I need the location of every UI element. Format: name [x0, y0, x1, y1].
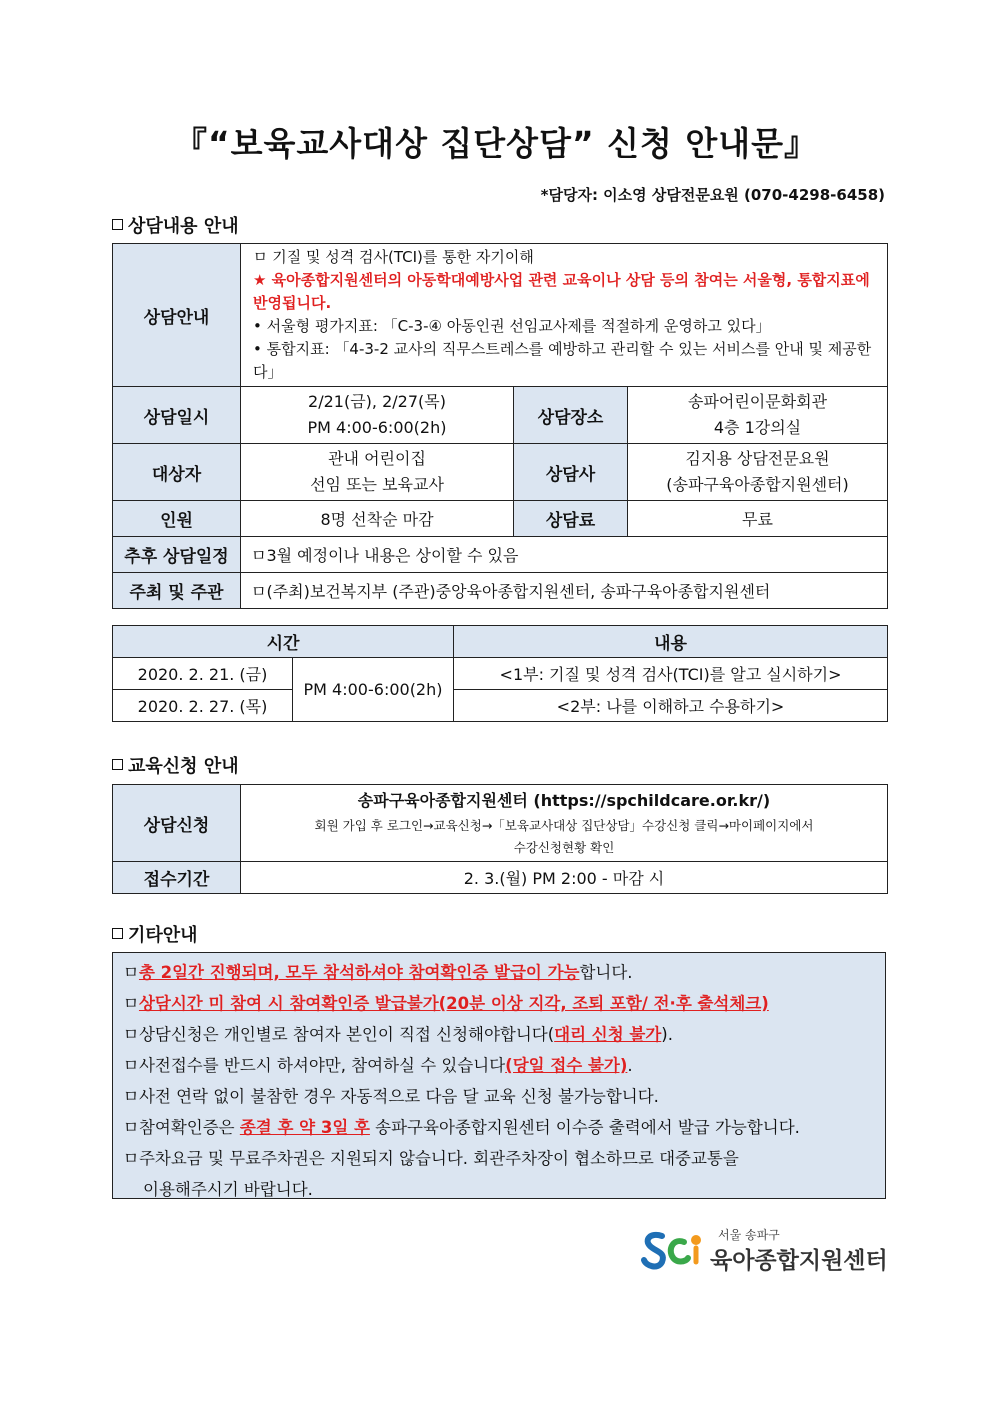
notice-box — [112, 952, 886, 1199]
apply-steps: 수강신청현황 확인 — [513, 840, 615, 855]
schedule-time: PM 4:00-6:00(2h) — [293, 658, 454, 722]
fee-value: 무료 — [628, 501, 888, 537]
notice-line: ㅁ주차요금 및 무료주차권은 지원되지 않습니다. 회관주차장이 협소하므로 대중교통을 — [123, 1149, 739, 1168]
apply-steps: 회원 가입 후 로그인→교육신청→「보육교사대상 집단상담」수강신청 클릭→마이페이지에서 — [314, 818, 814, 833]
notice-text: 상담신청은 개인별로 참여자 본인이 직접 신청해야합니다( — [138, 1025, 555, 1044]
label-counselor: 상담사 — [514, 444, 628, 501]
apply-content — [241, 785, 888, 862]
square-bullet-icon — [112, 759, 123, 770]
section-heading-text: 상담내용 안내 — [128, 216, 239, 237]
notice-line: ㅁ상담시간 미 참여 시 참여확인증 발급불가(20분 이상 지각, 조퇴 포함/ 전·후 출석체크) — [123, 994, 769, 1013]
target-value — [241, 444, 514, 501]
square-bullet-icon — [112, 928, 123, 939]
notice-emphasis: 총 2일간 진행되며, 모두 참석하셔야 참여확인증 발급이 가능 — [138, 963, 580, 982]
schedule-content: <2부: 나를 이해하고 수용하기> — [454, 690, 888, 722]
label-place: 상담장소 — [514, 387, 628, 444]
label-people: 인원 — [113, 501, 241, 537]
notice-emphasis: 상담시간 미 참여 시 참여확인증 발급불가(20분 이상 지각, 조퇴 포함/ 전·후 출석체크) — [138, 994, 769, 1013]
date-value — [241, 387, 514, 444]
target-line: 관내 어린이집 — [328, 449, 426, 468]
notice-text: 사전 연락 없이 불참한 경우 자동적으로 다음 달 교육 신청 불가능합니다. — [138, 1087, 659, 1106]
schedule-date: 2020. 2. 27. (목) — [113, 690, 293, 722]
date-line: 2/21(금), 2/27(목) — [308, 392, 446, 411]
notice-line: ㅁ참여확인증은 종결 후 약 3일 후 송파구육아종합지원센터 이수증 출력에서 발급 가능합니다. — [123, 1118, 800, 1137]
notice-line: 이용해주시기 바랍니다. — [143, 1180, 313, 1199]
section-heading-counsel — [112, 212, 239, 238]
notice-emphasis: 대리 신청 불가 — [554, 1025, 662, 1044]
guide-bullet-text: 서울형 평가지표: 「C-3-④ 아동인권 선임교사제를 적절하게 운영하고 있다」 — [266, 317, 771, 335]
square-bullet-icon — [112, 219, 123, 230]
guide-line: ㅁ 기질 및 성격 검사(TCI)를 통한 자기이해 — [253, 248, 534, 266]
schedule-table — [112, 625, 888, 722]
guide-bullet: • 통합지표: 「4-3-2 교사의 직무스트레스를 예방하고 관리할 수 있는 서비스를 안내 및 제공한다」 — [253, 340, 872, 381]
guide-content — [241, 244, 888, 387]
notice-text: . — [627, 1056, 633, 1075]
notice-text: 합니다. — [579, 963, 633, 982]
notice-line: ㅁ상담신청은 개인별로 참여자 본인이 직접 신청해야합니다(대리 신청 불가). — [123, 1025, 673, 1044]
notice-line: ㅁ사전 연락 없이 불참한 경우 자동적으로 다음 달 교육 신청 불가능합니다. — [123, 1087, 659, 1106]
time-line: PM 4:00-6:00(2h) — [307, 418, 447, 437]
label-guide: 상담안내 — [113, 244, 241, 387]
notice-line: ㅁ총 2일간 진행되며, 모두 참석하셔야 참여확인증 발급이 가능합니다. — [123, 963, 633, 982]
guide-star-note: ★ 육아종합지원센터의 아동학대예방사업 관련 교육이나 상담 등의 참여는 서울형, 통합지표에 반영됩니다. — [253, 271, 870, 312]
place-value — [628, 387, 888, 444]
guide-bullet-text: 통합지표: 「4-3-2 교사의 직무스트레스를 예방하고 관리할 수 있는 서비스를 안내 및 제공한다」 — [253, 340, 872, 381]
label-period: 접수기간 — [113, 862, 241, 894]
notice-emphasis: 종결 후 약 3일 후 — [239, 1118, 370, 1137]
notice-text: 주차요금 및 무료주차권은 지원되지 않습니다. 회관주차장이 협소하므로 대중교통을 — [138, 1149, 739, 1168]
notice-text: 송파구육아종합지원센터 이수증 출력에서 발급 가능합니다. — [369, 1118, 800, 1137]
counsel-info-table — [112, 243, 888, 609]
guide-bullet: • 서울형 평가지표: 「C-3-④ 아동인권 선임교사제를 적절하게 운영하고 있다」 — [253, 317, 771, 335]
notice-text: 사전접수를 반드시 하셔야만, 참여하실 수 있습니다 — [138, 1056, 506, 1075]
label-followup: 추후 상담일정 — [113, 537, 241, 573]
host-value: ㅁ(주최)보건복지부 (주관)중앙육아종합지원센터, 송파구육아종합지원센터 — [241, 573, 888, 609]
counselor-value — [628, 444, 888, 501]
followup-value: ㅁ3월 예정이나 내용은 상이할 수 있음 — [241, 537, 888, 573]
schedule-header-time: 시간 — [113, 626, 454, 658]
label-apply: 상담신청 — [113, 785, 241, 862]
notice-text: 참여확인증은 — [138, 1118, 240, 1137]
logo-mark-icon — [640, 1226, 710, 1272]
section-heading-apply — [112, 752, 239, 778]
notice-line: ㅁ사전접수를 반드시 하셔야만, 참여하실 수 있습니다(당일 접수 불가). — [123, 1056, 633, 1075]
label-host: 주최 및 주관 — [113, 573, 241, 609]
logo-big-text: 육아종합지원센터 — [710, 1248, 888, 1274]
notice-emphasis: (당일 접수 불가) — [505, 1056, 628, 1075]
label-target: 대상자 — [113, 444, 241, 501]
counselor-org: (송파구육아종합지원센터) — [666, 475, 849, 494]
place-line: 송파어린이문화회관 — [687, 392, 828, 411]
label-date: 상담일시 — [113, 387, 241, 444]
section-heading-text: 기타안내 — [128, 925, 198, 946]
apply-site: 송파구육아종합지원센터 (https://spchildcare.or.kr/) — [357, 791, 771, 810]
schedule-content: <1부: 기질 및 성격 검사(TCI)를 알고 실시하기> — [454, 658, 888, 690]
room-line: 4층 1강의실 — [713, 418, 802, 437]
schedule-header-content: 내용 — [454, 626, 888, 658]
contact-info: *담당자: 이소영 상담전문요원 (070-4298-6458) — [540, 186, 885, 204]
apply-table — [112, 784, 888, 894]
counselor-line: 김지용 상담전문요원 — [685, 449, 830, 468]
section-heading-etc — [112, 921, 198, 947]
period-value: 2. 3.(월) PM 2:00 - 마감 시 — [241, 862, 888, 894]
notice-text: ). — [661, 1025, 673, 1044]
label-fee: 상담료 — [514, 501, 628, 537]
target-line: 선임 또는 보육교사 — [310, 475, 444, 494]
people-value: 8명 선착순 마감 — [241, 501, 514, 537]
section-heading-text: 교육신청 안내 — [128, 756, 239, 777]
document-title: 『“보육교사대상 집단상담” 신청 안내문』 — [173, 124, 818, 163]
logo-small-text: 서울 송파구 — [718, 1228, 780, 1242]
center-logo — [640, 1226, 888, 1274]
schedule-date: 2020. 2. 21. (금) — [113, 658, 293, 690]
